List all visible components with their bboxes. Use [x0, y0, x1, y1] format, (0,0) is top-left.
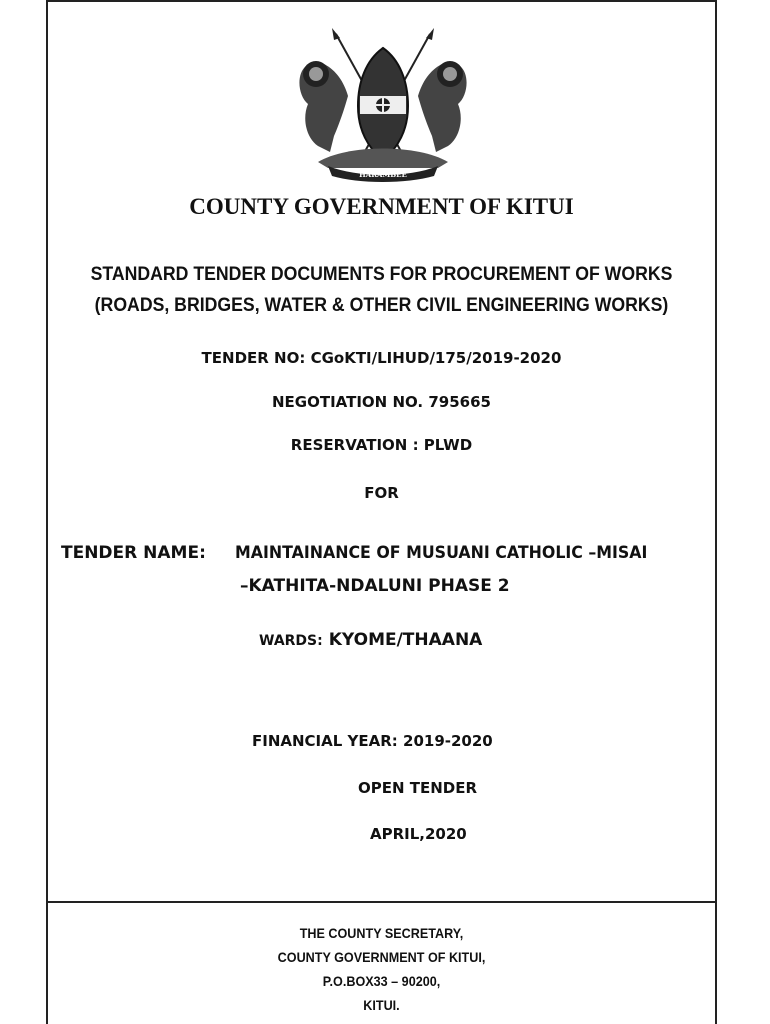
wards-value: KYOME/THAANA	[328, 630, 483, 650]
tender-name-line2: –KATHITA-NDALUNI PHASE 2	[240, 576, 510, 596]
address-line1: THE COUNTY SECRETARY,	[299, 925, 464, 941]
wards	[259, 630, 482, 650]
document-title-line2: (ROADS, BRIDGES, WATER & OTHER CIVIL ENGINEERING WORKS)	[94, 295, 669, 316]
tender-name-line1: MAINTAINANCE OF MUSUANI CATHOLIC –MISAI	[235, 543, 648, 563]
financial-year: FINANCIAL YEAR: 2019-2020	[252, 732, 493, 750]
tender-number: TENDER NO: CGoKTI/LIHUD/175/2019-2020	[201, 349, 562, 367]
tender-date: APRIL,2020	[370, 825, 467, 843]
for-label: FOR	[364, 484, 399, 502]
emblem-motto: HARAMBEE	[359, 170, 407, 179]
tender-type: OPEN TENDER	[358, 779, 478, 797]
coat-of-arms-emblem	[288, 26, 478, 182]
address-line4: KITUI.	[363, 997, 400, 1013]
tender-name-label: TENDER NAME:	[61, 543, 206, 563]
document-title-line1: STANDARD TENDER DOCUMENTS FOR PROCUREMENT OF WORKS	[90, 264, 673, 285]
reservation: RESERVATION : PLWD	[290, 436, 473, 454]
address-line2: COUNTY GOVERNMENT OF KITUI,	[277, 949, 486, 965]
county-title: COUNTY GOVERNMENT OF KITUI	[189, 194, 574, 219]
address-divider	[46, 901, 717, 903]
negotiation-number: NEGOTIATION NO. 795665	[272, 393, 491, 411]
wards-label: WARDS:	[259, 633, 323, 649]
address-line3: P.O.BOX33 – 90200,	[322, 973, 441, 989]
